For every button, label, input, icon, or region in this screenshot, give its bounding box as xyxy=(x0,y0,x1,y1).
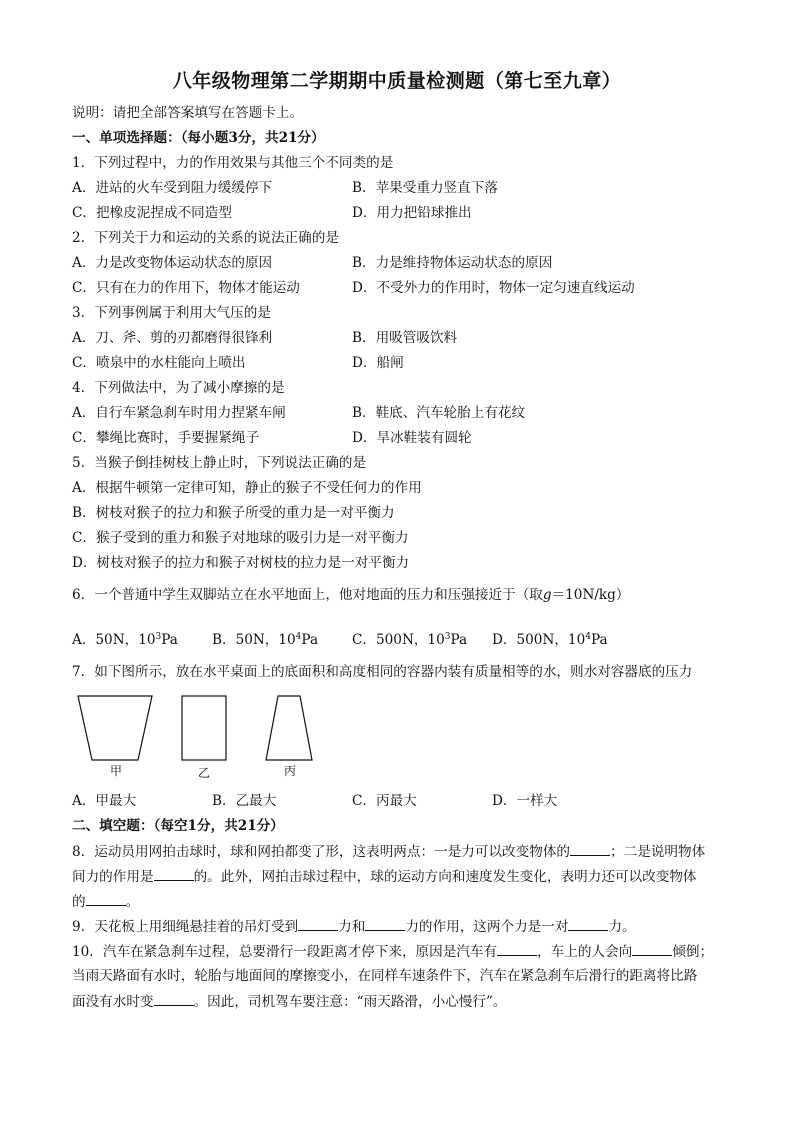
answer-blank[interactable] xyxy=(154,867,194,881)
question-2-option-a: A．力是改变物体运动状态的原因 xyxy=(72,255,273,271)
label-bing: 丙 xyxy=(284,764,297,778)
option-b-unit: Pa xyxy=(301,632,319,648)
question-5-option-b: B．树枝对猴子的拉力和猴子所受的重力是一对平衡力 xyxy=(72,505,395,521)
question-6-stem-tail: ＝10N/kg） xyxy=(551,587,630,603)
section-heading-fill: 二、填空题：（每空1分，共21分） xyxy=(72,818,284,834)
container-yi-shape xyxy=(182,696,226,760)
question-8-line-2 xyxy=(72,867,697,886)
label-jia: 甲 xyxy=(110,764,123,778)
gravity-symbol: g xyxy=(542,587,552,603)
option-a-exponent: 3 xyxy=(155,632,162,642)
question-2-option-b: B．力是维持物体运动状态的原因 xyxy=(352,255,553,271)
question-3-stem: 3．下列事例属于利用大气压的是 xyxy=(72,305,271,321)
question-1-option-d: D．用力把铅球推出 xyxy=(352,205,472,221)
answer-blank[interactable] xyxy=(497,942,537,956)
q8-text-2: ；二是说明物体 xyxy=(610,844,706,860)
question-4-option-c: C．攀绳比赛时，手要握紧绳子 xyxy=(72,430,260,446)
container-figure xyxy=(72,690,332,780)
option-b-exponent: 4 xyxy=(295,632,302,642)
answer-blank[interactable] xyxy=(298,917,338,931)
question-5-option-c: C．猴子受到的重力和猴子对地球的吸引力是一对平衡力 xyxy=(72,530,409,546)
question-3-option-c: C．喷泉中的水柱能向上喷出 xyxy=(72,355,246,371)
question-9 xyxy=(72,917,636,936)
q9-text-1: 9．天花板上用细绳悬挂着的吊灯受到 xyxy=(72,919,299,935)
answer-blank[interactable] xyxy=(632,942,672,956)
question-4-stem: 4．下列做法中，为了减小摩擦的是 xyxy=(72,380,285,396)
question-4-option-b: B．鞋底、汽车轮胎上有花纹 xyxy=(352,405,526,421)
question-8-line-3 xyxy=(72,892,139,911)
question-4-option-d: D．旱冰鞋装有圆轮 xyxy=(352,430,472,446)
question-3-option-a: A．刀、斧、剪的刃都磨得很锋利 xyxy=(72,330,273,346)
question-6-option-b xyxy=(212,631,318,649)
question-7-option-a: A．甲最大 xyxy=(72,793,137,809)
container-jia-shape xyxy=(78,696,152,760)
section-heading-choice: 一、单项选择题：（每小题3分，共21分） xyxy=(72,130,325,146)
q8-text-5: 的 xyxy=(72,894,86,910)
q8-text-4: 的。此外，网拍击球过程中，球的运动方向和速度发生变化，表明力还可以改变物体 xyxy=(193,869,697,885)
option-c-unit: Pa xyxy=(450,632,468,648)
option-d-unit: Pa xyxy=(590,632,608,648)
question-6-option-a xyxy=(72,631,178,649)
question-6-option-c xyxy=(352,631,467,649)
question-1-option-c: C．把橡皮泥捏成不同造型 xyxy=(72,205,232,221)
option-b-value: B．50N，10 xyxy=(212,632,296,648)
question-1-option-a: A．进站的火车受到阻力缓缓停下 xyxy=(72,180,273,196)
question-7-option-d: D．一样大 xyxy=(492,793,558,809)
answer-blank[interactable] xyxy=(154,992,194,1006)
question-7-option-c: C．丙最大 xyxy=(352,793,417,809)
question-2-stem: 2．下列关于力和运动的关系的说法正确的是 xyxy=(72,230,339,246)
q8-text-3: 间力的作用是 xyxy=(72,869,154,885)
instructions: 说明：请把全部答案填写在答题卡上。 xyxy=(72,105,304,121)
q10-text-2: ，车上的人会向 xyxy=(537,944,633,960)
question-10-line-1 xyxy=(72,942,713,961)
page-title: 八年级物理第二学期期中质量检测题（第七至九章） xyxy=(172,70,622,92)
question-8-line-1 xyxy=(72,842,705,861)
option-a-value: A．50N，10 xyxy=(72,632,156,648)
option-d-exponent: 4 xyxy=(585,632,591,642)
question-10-line-3 xyxy=(72,992,507,1011)
question-6-stem-text: 6．一个普通中学生双脚站立在水平地面上，他对地面的压力和压强接近于（取 xyxy=(72,587,543,603)
option-a-unit: Pa xyxy=(161,632,178,648)
q10-text-1: 10．汽车在紧急刹车过程，总要滑行一段距离才停下来，原因是汽车有 xyxy=(72,944,498,960)
question-6-option-d xyxy=(492,631,608,649)
question-1-stem: 1．下列过程中，力的作用效果与其他三个不同类的是 xyxy=(72,155,394,171)
answer-blank[interactable] xyxy=(570,842,610,856)
q10-text-3: 倾倒； xyxy=(672,944,714,960)
q9-text-4: 力。 xyxy=(608,919,636,935)
question-7-option-b: B．乙最大 xyxy=(212,793,277,809)
question-5-option-d: D．树枝对猴子的拉力和猴子对树枝的拉力是一对平衡力 xyxy=(72,555,410,571)
question-1-option-b: B．苹果受重力竖直下落 xyxy=(352,180,498,196)
question-5-stem: 5．当猴子倒挂树枝上静止时，下列说法正确的是 xyxy=(72,455,367,471)
answer-blank[interactable] xyxy=(568,917,608,931)
question-6-stem xyxy=(72,586,629,604)
q10-text-5: 。因此，司机驾车要注意：“雨天路滑，小心慢行”。 xyxy=(193,994,507,1010)
question-7-stem: 7．如下图所示，放在水平桌面上的底面积和高度相同的容器内装有质量相等的水，则水对容器底的压力 xyxy=(72,664,693,680)
q9-text-3: 力的作用，这两个力是一对 xyxy=(405,919,569,935)
option-c-value: C．500N，10 xyxy=(352,632,445,648)
question-10-line-2: 当雨天路面有水时，轮胎与地面间的摩擦变小，在同样车速条件下，汽车在紧急刹车后滑行的距离将比路 xyxy=(72,968,698,984)
option-c-exponent: 3 xyxy=(444,632,451,642)
label-yi: 乙 xyxy=(198,766,211,780)
q10-text-4: 面没有水时变 xyxy=(72,994,154,1010)
question-3-option-b: B．用吸管吸饮料 xyxy=(352,330,458,346)
q8-text-6: 。 xyxy=(125,894,140,910)
container-bing-shape xyxy=(266,696,312,760)
question-5-option-a: A．根据牛顿第一定律可知，静止的猴子不受任何力的作用 xyxy=(72,480,422,496)
question-2-option-d: D．不受外力的作用时，物体一定匀速直线运动 xyxy=(352,280,635,296)
question-3-option-d: D．船闸 xyxy=(352,355,404,371)
q9-text-2: 力和 xyxy=(338,919,366,935)
q8-text-1: 8．运动员用网拍击球时，球和网拍都变了形，这表明两点：一是力可以改变物体的 xyxy=(72,844,571,860)
question-2-option-c: C．只有在力的作用下，物体才能运动 xyxy=(72,280,300,296)
answer-blank[interactable] xyxy=(86,892,126,906)
option-d-value: D．500N，10 xyxy=(492,632,586,648)
question-4-option-a: A．自行车紧急刹车时用力捏紧车闸 xyxy=(72,405,286,421)
answer-blank[interactable] xyxy=(365,917,405,931)
